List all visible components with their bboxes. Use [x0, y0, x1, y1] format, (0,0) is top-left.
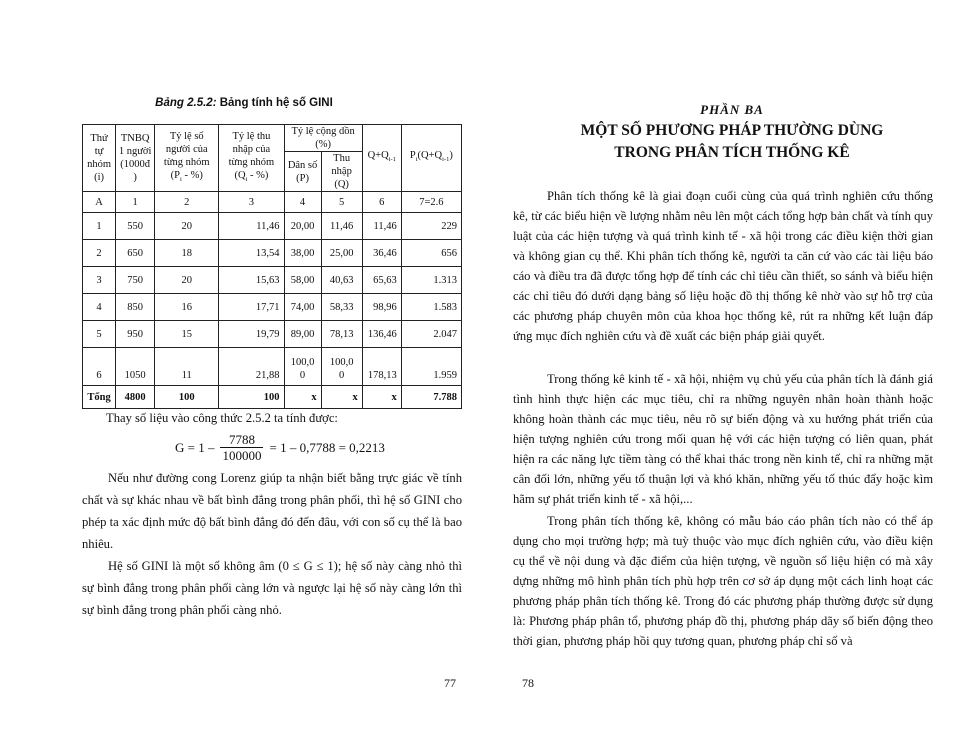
table-cell: 17,71: [219, 294, 284, 321]
table-cell: 11: [155, 348, 219, 386]
table-cell: 4: [83, 294, 116, 321]
table-total-row: [83, 386, 462, 409]
table-cell: 3: [83, 267, 116, 294]
table-cell: x: [284, 386, 321, 409]
header-text: ): [449, 150, 453, 162]
formula-fraction: [220, 432, 263, 463]
header-text: nhập của: [232, 143, 271, 155]
formula-denominator: 100000: [222, 448, 262, 463]
table-cell: 650: [116, 240, 155, 267]
header-text: - %): [181, 169, 203, 181]
table-cell: 1.313: [401, 267, 461, 294]
table-row: [83, 294, 462, 321]
table-cell: 15: [155, 321, 219, 348]
table-cell: 4: [284, 192, 321, 213]
table-cell: 19,79: [219, 321, 284, 348]
table-cell: 1.959: [401, 348, 461, 386]
paragraph: Trong thống kê kinh tế - xã hội, nhiệm vụ chủ yếu của phân tích là đánh giá tình hình thực hiện các mục tiêu, chỉ ra những nguyên nhân hoàn thành hoặc không hoàn thành các mục tiêu, nêu rõ sự biến động và xu hướng phát triển của hiện tượng nghiên cứu trong mối quan hệ với các hiện tượng có liên quan, phát hiện ra các năng lực tiềm tàng có thể khai thác trong nền kinh tế, chỉ ra những mặt cân đối lớn, những yếu tố thuận lợi và khó khăn, những yếu tố thúc đẩy hoặc kìm hãm sự phát triển kinh tế - xã hội,...: [513, 372, 933, 506]
right-page: [488, 0, 976, 754]
header-cum-income: [321, 152, 362, 192]
table-cell: 20: [155, 213, 219, 240]
page-number: 77: [444, 676, 456, 690]
table-cell: 550: [116, 213, 155, 240]
part-title: PHẦN BA: [700, 102, 764, 117]
table-cell: 2: [155, 192, 219, 213]
paragraph: Hệ số GINI là một số không âm (0 ≤ G ≤ 1); hệ số này càng nhỏ thì sự bình đẳng trong phân phối càng lớn và ngược lại hệ số này càng lớn thì sự bình đẳng trong phân phối càng nhỏ.: [82, 559, 462, 617]
table-cell: 13,54: [219, 240, 284, 267]
header-text: P: [409, 150, 416, 162]
table-cell: 100: [219, 386, 284, 409]
formula-intro: Thay số liệu vào công thức 2.5.2 ta tính được:: [106, 411, 338, 425]
header-text: (i): [94, 172, 104, 183]
table-cell: 16: [155, 294, 219, 321]
subscript: i: [415, 156, 418, 164]
cell-text: 0: [339, 370, 345, 381]
header-text: tự: [94, 146, 104, 157]
header-population-share: [155, 125, 219, 192]
formula-lhs: G = 1 –: [175, 439, 215, 455]
table-cell: 20: [155, 267, 219, 294]
table-cell: 15,63: [219, 267, 284, 294]
chapter-title-line: TRONG PHÂN TÍCH THỐNG KÊ: [614, 144, 850, 161]
table-cell: [284, 348, 321, 386]
header-text: (1000đ: [120, 159, 150, 170]
table-caption-text: Bảng tính hệ số GINI: [216, 97, 333, 109]
paragraph: Trong phân tích thống kê, không có mẫu báo cáo phân tích nào có thể áp dụng cho mọi trường hợp; mà tuỳ thuộc vào mục đích nghiên cứu, vào điều kiện cụ thể về nội dung và đặc điểm của hiện tượng, về nguồn số liệu hiện có mà xây dựng những mô hình phân tích phù hợp trên cơ sở áp dụng một cách linh hoạt các phương pháp phân tích thống kê. Trong đó các phương pháp thường được sử dụng là: Phương pháp phân tổ, phương pháp đồ thị, phương pháp dãy số biến động theo thời gian, phương pháp hồi quy tương quan, phương pháp chỉ số và: [513, 514, 933, 648]
header-text: Thứ: [90, 133, 108, 144]
header-text: Thu nhập: [331, 153, 352, 177]
table-cell: 1: [116, 192, 155, 213]
table-cell: [321, 348, 362, 386]
table-cell: 18: [155, 240, 219, 267]
cell-text: 100,0: [290, 357, 315, 368]
table-cell: 38,00: [284, 240, 321, 267]
table-cell: 178,13: [362, 348, 401, 386]
header-p-times-q: [401, 125, 461, 192]
table-cell: 850: [116, 294, 155, 321]
header-avg-income: [116, 125, 155, 192]
subscript: i-1: [388, 156, 396, 164]
cell-text: 0: [299, 370, 306, 381]
subscript: i: [180, 176, 182, 184]
table-cell: 3: [219, 192, 284, 213]
header-text: (Q): [334, 179, 349, 190]
header-income-share: [219, 125, 284, 192]
table-cell: 656: [401, 240, 461, 267]
table-cell: 7.788: [401, 386, 461, 409]
table-cell: 74,00: [284, 294, 321, 321]
header-text: ): [133, 172, 137, 183]
table-cell: Tổng: [83, 386, 116, 409]
table-cell: 1.583: [401, 294, 461, 321]
gini-formula: [175, 432, 385, 463]
table-cell: x: [362, 386, 401, 409]
table-cell: 1: [83, 213, 116, 240]
header-text: (P: [170, 169, 181, 181]
table-cell: 36,46: [362, 240, 401, 267]
header-text: Tỷ lệ cộng dồn: [291, 126, 355, 137]
table-cell: 11,46: [219, 213, 284, 240]
header-text: nhóm: [87, 159, 111, 170]
subscript: i: [245, 176, 248, 184]
paragraph: Nếu như đường cong Lorenz giúp ta nhận biết bằng trực giác về tính chất và sự khác nhau về bất bình đẳng trong phân phối, thì hệ số GINI cho phép ta xác định mức độ bất bình đẳng đó đến đâu, với con số cụ thể là bao nhiêu.: [82, 471, 462, 551]
table-cell: 5: [321, 192, 362, 213]
table-row: [83, 348, 462, 386]
table-cell: 89,00: [284, 321, 321, 348]
header-text: từng nhóm: [228, 156, 275, 168]
table-cell: 750: [116, 267, 155, 294]
table-cell: A: [83, 192, 116, 213]
table-row: [83, 267, 462, 294]
table-cell: 100: [155, 386, 219, 409]
table-cell: 6: [362, 192, 401, 213]
table-row: [83, 321, 462, 348]
table-cell: 6: [83, 348, 116, 386]
header-text: từng nhóm: [163, 156, 210, 168]
header-text: người của: [165, 143, 208, 155]
header-text: Dân số: [287, 159, 318, 171]
table-index-row: [83, 192, 462, 213]
table-row: [83, 240, 462, 267]
chapter-title-line: MỘT SỐ PHƯƠNG PHÁP THƯỜNG DÙNG: [580, 122, 884, 139]
header-text: TNBQ: [120, 133, 150, 144]
table-cell: 11,46: [362, 213, 401, 240]
table-cell: 950: [116, 321, 155, 348]
table-cell: 40,63: [321, 267, 362, 294]
header-text: Tỷ lệ thu: [232, 130, 271, 142]
table-cell: 11,46: [321, 213, 362, 240]
header-text: (Q+Q: [417, 150, 443, 162]
table-cell: 2: [83, 240, 116, 267]
table-cell: 78,13: [321, 321, 362, 348]
table-caption-label: Bảng 2.5.2:: [155, 97, 217, 109]
table-cell: 136,46: [362, 321, 401, 348]
paragraph: Phân tích thống kê là giai đoạn cuối cùng của quá trình nghiên cứu thống kê, từ các biểu hiện về lượng nhằm nêu lên một cách tổng hợp bản chất và tính quy luật của các hiện tượng và quá trình kinh tế - xã hội trong các điều kiện thời gian và không gian cụ thể. Khi phân tích thống kê, người ta căn cứ vào các tài liệu báo cáo và điều tra đã được tổng hợp để tính các chỉ tiêu cần thiết, so sánh và biểu hiện các chỉ tiêu đó dưới dạng bảng số liệu hoặc đồ thị thống kê nhờ vào sự hỗ trợ của các phương pháp chuyên môn của khoa học thống kê, rút ra những kết luận đáp ứng mục đích nghiên cứu và đề xuất các biện pháp giải quyết.: [513, 189, 933, 343]
header-text: (P): [296, 172, 309, 184]
table-cell: 98,96: [362, 294, 401, 321]
table-cell: 58,00: [284, 267, 321, 294]
table-header-row: [83, 125, 462, 152]
header-group-index: [83, 125, 116, 192]
header-cum-population: [284, 152, 321, 192]
gini-table: [82, 124, 462, 409]
formula-numerator: 7788: [228, 432, 255, 447]
header-text: - %): [247, 169, 269, 181]
table-cell: 7=2.6: [401, 192, 461, 213]
table-cell: 58,33: [321, 294, 362, 321]
table-row: [83, 213, 462, 240]
table-cell: 229: [401, 213, 461, 240]
table-cell: 25,00: [321, 240, 362, 267]
cell-text: 100,0: [329, 357, 354, 368]
subscript: i-1: [442, 156, 450, 164]
header-text: (%): [315, 139, 331, 150]
table-cell: x: [321, 386, 362, 409]
table-cell: 20,00: [284, 213, 321, 240]
chapter-title: [518, 120, 946, 164]
header-text: Tỷ lệ số: [169, 130, 204, 142]
header-text: Q+Q: [367, 150, 389, 162]
page-number: 78: [522, 676, 534, 690]
table-cell: 5: [83, 321, 116, 348]
table-cell: 1050: [116, 348, 155, 386]
header-text: (Q: [234, 169, 246, 181]
table-cell: 21,88: [219, 348, 284, 386]
header-cumulative: [284, 125, 362, 152]
table-cell: 4800: [116, 386, 155, 409]
formula-rhs: = 1 – 0,7788 = 0,2213: [269, 439, 385, 455]
table-cell: 65,63: [362, 267, 401, 294]
table-cell: 2.047: [401, 321, 461, 348]
header-q-sum: [362, 125, 401, 192]
header-text: 1 người: [118, 146, 152, 157]
table-caption: [0, 97, 488, 109]
